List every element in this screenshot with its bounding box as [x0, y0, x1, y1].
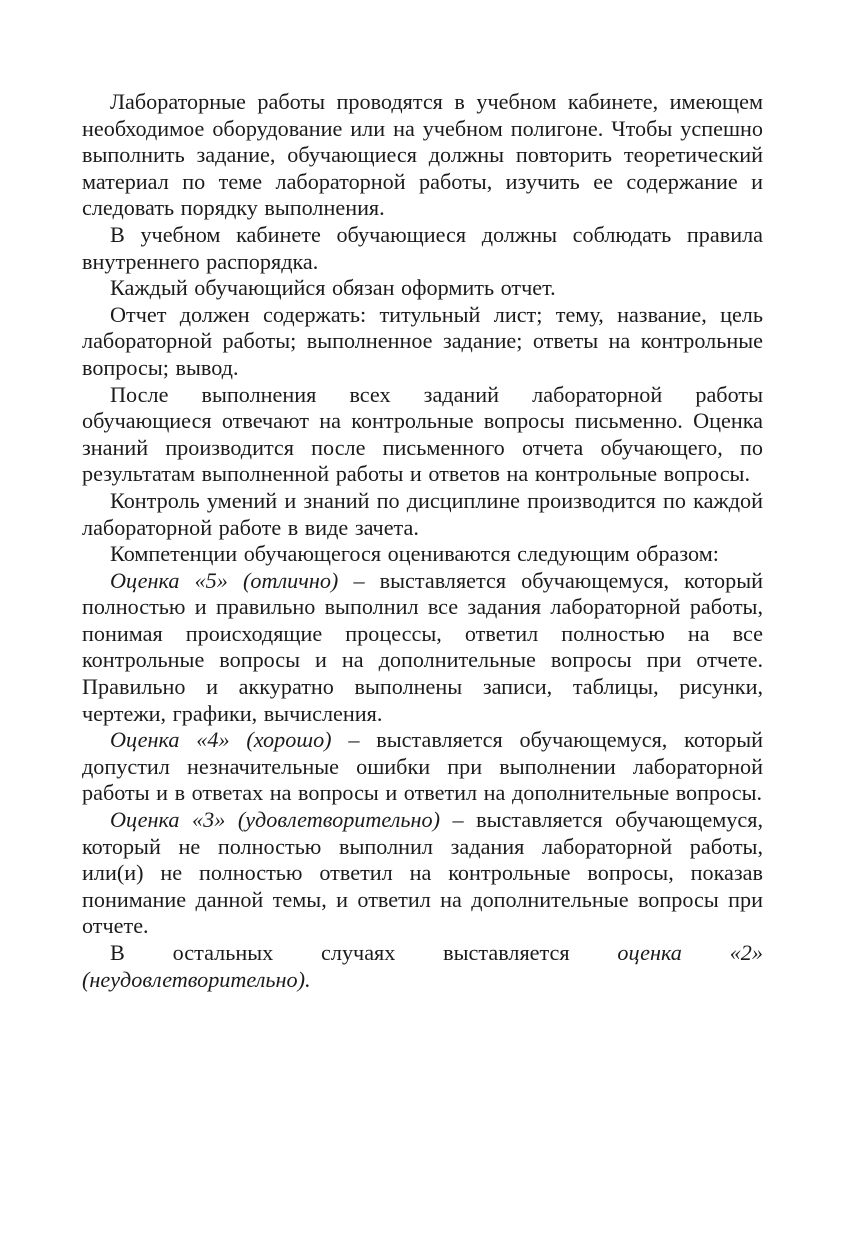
text-run: Отчет должен содержать: титульный лист; тему, название, цель лабораторной работы; выполненное задание; ответы на контрольные вопросы; вывод.: [82, 301, 763, 380]
paragraph: [82, 541, 763, 568]
text-run: В остальных случаях выставляется: [110, 940, 618, 965]
text-run: – выставляется обучающемуся, который не полностью выполнил задания лабораторной работы, или(и) не полностью ответил на контрольные вопросы, показав понимание данной темы, и ответил на дополнительные вопросы при отчете.: [82, 807, 763, 939]
text-run-italic: Оценка «3» (удовлетворительно): [110, 807, 440, 833]
paragraph: [82, 382, 763, 488]
text-run: – выставляется обучающемуся, который полностью и правильно выполнил все задания лабораторной работы, понимая происходящие процессы, ответил полностью на все контрольные вопросы и на дополнительные вопросы при отчете. Правильно и аккуратно выполнены записи, таблицы, рисунки, чертежи, графики, вычисления.: [82, 567, 763, 726]
text-run-italic: оценка «2» (неудовлетворительно).: [82, 940, 763, 992]
text-run: Компетенции обучающегося оцениваются следующим образом:: [110, 541, 719, 567]
paragraph: [82, 568, 763, 728]
text-run: Лабораторные работы проводятся в учебном кабинете, имеющем необходимое оборудование или на учебном полигоне. Чтобы успешно выполнить задание, обучающиеся должны повторить теоретический материал по теме лабораторной работы, изучить ее содержание и следовать порядку выполнения.: [82, 89, 763, 221]
text-run: После выполнения всех заданий лабораторной работы обучающиеся отвечают на контрольные вопросы письменно. Оценка знаний производится после письменного отчета обучающего, по результатам выполненной работы и ответов на контрольные вопросы.: [82, 381, 763, 487]
text-run-italic: Оценка «4» (хорошо): [110, 727, 332, 753]
text-run: – выставляется обучающемуся, который допустил незначительные ошибки при выполнении лабораторной работы и в ответах на вопросы и ответил на дополнительные вопросы.: [82, 727, 763, 806]
paragraph: [82, 302, 763, 382]
paragraph: [82, 727, 763, 807]
text-run: Контроль умений и знаний по дисциплине производится по каждой лабораторной работе в виде зачета.: [82, 487, 763, 540]
text-run: В учебном кабинете обучающиеся должны соблюдать правила внутреннего распорядка.: [82, 221, 763, 274]
paragraph: [82, 940, 763, 993]
paragraph: [82, 222, 763, 275]
text-run-italic: Оценка «5» (отлично): [110, 567, 339, 593]
paragraph: [82, 488, 763, 541]
paragraph: [82, 275, 763, 302]
text-run: Каждый обучающийся обязан оформить отчет.: [110, 275, 556, 301]
paragraph: [82, 807, 763, 940]
text-block: [82, 89, 763, 993]
paragraph: [82, 89, 763, 222]
